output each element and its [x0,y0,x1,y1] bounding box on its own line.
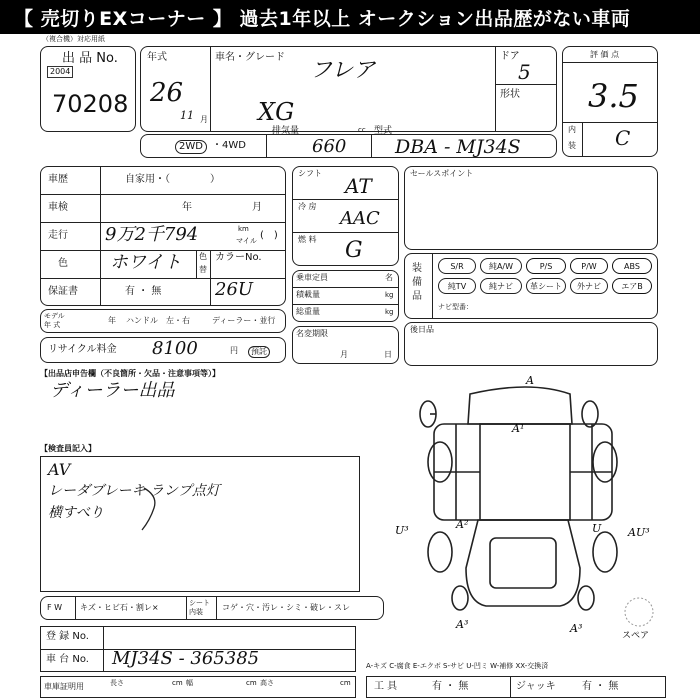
mileage-label: 走行 [48,230,68,241]
equipment-chip: S/R [438,258,476,274]
car-damage-diagram [395,372,690,642]
car-name-value: フレア [310,58,376,83]
name-change-month: 月 [340,350,348,359]
sales-point-box [404,166,658,250]
model-code-label: 型式 [374,126,393,136]
equipment-chip: 外ナビ [570,278,608,294]
after-day-box [404,322,658,366]
inspector-note-1: AV [48,460,71,479]
lot-stamp: 2004 [47,66,73,78]
equipment-chip: エアB [612,278,652,294]
shift-value: AT [345,174,372,198]
capacity-label: 乗車定員 [296,273,328,282]
mark-a-bl: A³ [456,618,469,631]
registration-label: 登 録 No. [46,631,89,642]
color-value: ホワイト [110,252,182,273]
tools-options: 有 ・ 無 [432,681,469,692]
lot-label: 出 品 No. [62,51,118,66]
damage-legend: A-キズ C-腐食 E-エクボ S-サビ U-凹ミ W-補修 XX-交換済 [366,662,549,670]
inspection-year-unit: 年 [182,202,192,213]
interior-value: C [615,126,631,150]
parking-label: 車庫証明用 [44,682,84,691]
seat-items: コゲ・穴・汚レ・シミ・破レ・スレ [222,603,350,612]
fw-items: キズ・ヒビ石・割レ× [80,603,159,612]
equipment-chip: 革シート [526,278,566,294]
displacement-label: 排気量 [272,126,300,136]
jack-options: 有 ・ 無 [582,681,619,692]
gross-label: 総重量 [296,307,320,316]
sheet-note: （複合機）対応用紙 [42,35,105,43]
grade-score-value: 3.5 [588,77,639,115]
displacement-unit: cc [358,126,366,134]
exhibitor-notes-label: 【出品店申告欄（不良箇所・欠品・注意事項等）】 [40,369,220,378]
year-label: 年式 [147,52,167,63]
color-no-value: 26U [215,279,254,300]
after-day-label: 後日品 [410,325,434,334]
mark-u-side: U [592,522,602,535]
wheel-fr-top [582,401,598,427]
parking-cm-3: cm [340,679,351,687]
jack-label: ジャッキ [516,681,556,692]
displacement-value: 660 [312,136,347,157]
year-month: 11 [180,109,194,122]
mark-u-left: U³ [395,524,409,537]
shape-label: 形状 [500,89,520,100]
recycle-label: リサイクル料金 [48,344,117,355]
interior-label-top: 内 [568,125,576,134]
tools-label: 工 具 [374,681,398,692]
fuel-value: G [345,238,363,263]
parking-cm-2: cm [246,679,257,687]
model-row-dealer: ディーラー・並行 [212,316,276,325]
interior-label-bottom: 装 [568,141,576,150]
year-month-unit: 月 [200,115,208,124]
equipment-chip: 純ナビ [480,278,522,294]
shift-label: シフト [298,169,322,178]
recycle-value: 8100 [152,338,198,359]
inspection-month-unit: 月 [252,202,262,213]
aircon-label: 冷 房 [298,202,317,211]
fw-label: F W [47,603,63,612]
sales-point-label: セールスポイント [410,169,474,178]
recycle-unit: 円 [230,346,238,355]
color-no-label: カラーNo. [215,252,262,263]
model-row-year-unit: 年 [108,316,116,325]
color-change-top: 色 [199,252,207,261]
car-name-label: 車名・グレード [215,52,285,63]
mileage-value: 9万2千794 [105,224,199,245]
equipment-chip: P/S [526,258,566,274]
chassis-value: MJ34S - 365385 [112,648,260,669]
warranty-options: 有 ・ 無 [125,286,162,297]
mark-a-right: AU³ [628,526,650,539]
name-change-day: 日 [384,350,392,359]
color-label: 色 [58,258,68,269]
page-banner: 【 売切りEXコーナー 】 過去1年以上 オークション出品歴がない車両 [0,0,700,34]
drive-option-2wd: 2WD [175,140,207,154]
inspector-notes-box [40,456,360,592]
grade-score-label: 評 価 点 [590,50,620,59]
parking-box [40,676,356,698]
parking-length: 長さ [110,679,124,687]
history-value: 自家用・（ ） [125,174,220,185]
model-code-value: DBA - MJ34S [395,136,521,158]
load-label: 積載量 [296,290,320,299]
aircon-value: AAC [340,208,380,229]
inspection-label: 車検 [48,202,68,213]
inspector-note-3: 横すべり [48,505,104,521]
color-change-bottom: 替 [199,265,207,274]
mileage-unit-mile: マイル [236,237,257,245]
history-label: 車歴 [48,174,68,185]
parking-width: 幅 [186,679,193,687]
inspector-notes-label: 【検査員記入】 [40,444,96,453]
mark-a-hood: A¹ [512,422,525,435]
fuel-label: 燃 料 [298,235,317,244]
name-change-label: 名変期限 [296,329,328,338]
equipment-chip: 純TV [438,278,476,294]
inspector-note-2: レーダブレーキ ランプ点灯 [48,483,220,499]
drive-option-4wd: ・4WD [212,140,246,151]
equipment-label: 装 備 品 [412,263,422,302]
equipment-chip: P/W [570,258,608,274]
chassis-label: 車 台 No. [46,654,89,665]
gross-unit: kg [385,308,394,316]
mark-a-roof: A² [456,518,469,531]
parking-cm-1: cm [172,679,183,687]
equipment-chip: 純A/W [480,258,522,274]
spare-label: スペア [622,631,650,641]
navi-model-label: ナビ型番： [438,303,473,311]
seat-label: シート内装 [189,599,210,616]
doors-value: 5 [518,60,531,84]
model-row-handle: ハンドル 左・右 [126,316,190,325]
mark-a-br: A³ [570,622,583,635]
recycle-status: 預託 [248,346,270,358]
parking-height: 高さ [260,679,274,687]
doors-label: ドア [500,51,520,62]
mileage-unit-km: km [238,225,249,233]
model-row-label-top: モデル [44,312,65,320]
warranty-label: 保証書 [48,286,78,297]
capacity-unit: 名 [385,273,393,282]
model-row-label-bottom: 年 式 [44,321,61,329]
note-bracket [140,486,162,532]
lot-number: 70208 [52,90,129,118]
car-grade-value: XG [258,98,295,126]
year-value: 26 [150,78,184,108]
equipment-chip: ABS [612,258,652,274]
exhibitor-notes-text: ディーラー出品 [50,380,175,401]
mileage-paren: ( ) [260,230,278,241]
load-unit: kg [385,291,394,299]
mark-a-front: A [526,374,534,387]
